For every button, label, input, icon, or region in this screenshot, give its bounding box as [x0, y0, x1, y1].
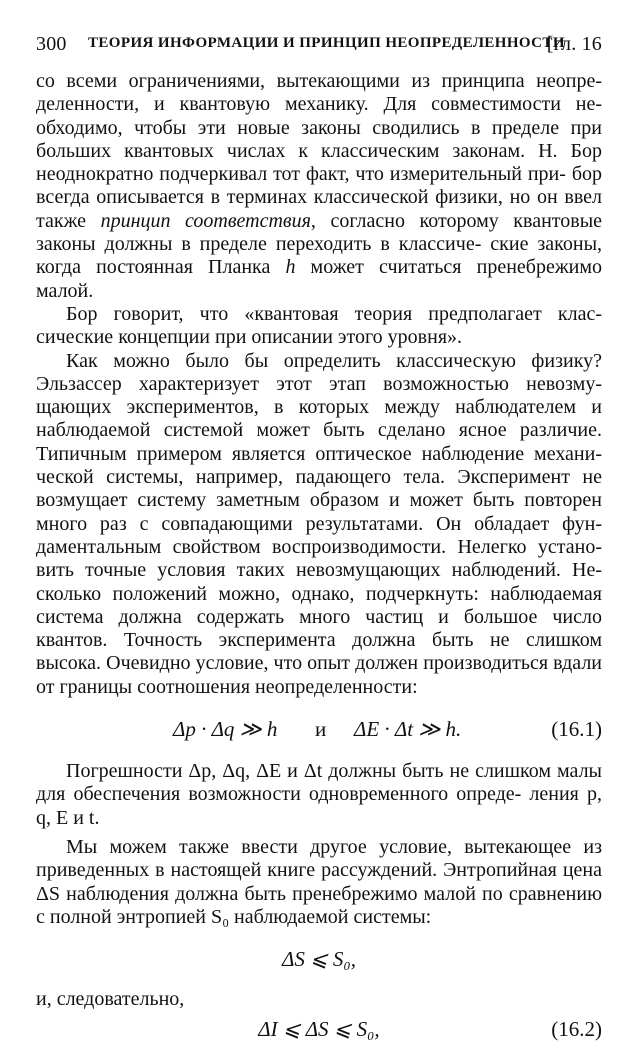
equation-16-2	[36, 1017, 602, 1040]
text-line: ческой системы, например, падающего тела. Эксперимент не	[36, 466, 602, 489]
text-line: обходимо, чтобы эти новые законы сводились в пределе	[36, 116, 560, 139]
paragraph	[36, 303, 602, 350]
text-line: Погрешности Δp, Δq, ΔE и Δt должны быть не слишком	[66, 760, 552, 783]
text-line: ские законы, когда постоянная Планка	[36, 233, 603, 279]
text-line: вить точные условия таких невозмущающих наблюдений. Не-	[36, 559, 602, 582]
spacer	[36, 740, 602, 760]
equation-lhs: Δp · Δq ≫ h	[173, 717, 278, 742]
running-head	[36, 33, 602, 57]
equation-expression: ΔI ⩽ ΔS ⩽ S₀,	[258, 1017, 380, 1042]
chapter-ref: [гл. 16	[546, 33, 602, 55]
equation-number: (16.2)	[551, 1017, 602, 1042]
text-line: Как можно было бы определить классическую физику?	[66, 349, 602, 372]
text-line: сические концепции при описании этого уровня».	[36, 326, 463, 349]
text-line: сравнению с полной энтропией S₀ наблюдаемой системы:	[36, 882, 603, 928]
text-line: система должна содержать много частиц и большое число	[36, 605, 602, 628]
text-line: много раз с совпадающими результатами. Он обладает фун-	[36, 512, 602, 535]
text-line: щающих экспериментов, в которых между наблюдателем и	[36, 396, 602, 419]
paragraph	[36, 70, 602, 303]
text-line: приведенных в настоящей книге рассуждений. Энтропийная	[36, 859, 557, 882]
spacer	[36, 699, 602, 717]
spacer	[36, 929, 602, 947]
text-line: высока. Очевидно условие, что опыт должен производиться	[36, 652, 549, 675]
equation-number: (16.1)	[551, 717, 602, 742]
conclusion-line: и, следовательно,	[36, 988, 185, 1011]
equation-expression: ΔS ⩽ S₀,	[282, 947, 356, 972]
paragraph	[36, 350, 602, 699]
paragraph	[36, 836, 602, 929]
paragraph	[36, 760, 602, 830]
text-line: малы для обеспечения возможности одновременного опреде-	[36, 760, 602, 806]
text-line: Эльзассер характеризует этот этап возможностью невозму-	[36, 372, 602, 395]
text-line: может считаться	[295, 256, 462, 279]
equation-inequality	[36, 947, 602, 970]
text-line: пренебрежимо малой.	[36, 256, 602, 302]
running-title: ТЕОРИЯ ИНФОРМАЦИИ И ПРИНЦИП НЕОПРЕДЕЛЕННОСТИ	[88, 35, 565, 51]
text-line: цена ΔS наблюдения должна быть пренебрежимо малой по	[36, 859, 602, 905]
text-line: деленности, и квантовую механику. Для совместимости не-	[36, 93, 602, 116]
text-line: вдали от границы соотношения неопределенности:	[36, 652, 602, 698]
text-line: он ввел также	[36, 186, 603, 232]
page-number: 300	[36, 33, 67, 55]
text-line: сколько положений можно, однако, подчеркнуть: наблюдаемая	[36, 582, 602, 605]
text-line: неоднократно подчеркивал тот факт, что измерительный при-	[36, 163, 566, 186]
text-line: Бор говорит, что «квантовая теория предполагает клас-	[66, 302, 602, 325]
text-line: при больших квантовых числах к классическим законам. Н. Бор	[36, 116, 602, 162]
text-line: Типичным примером является оптическое наблюдение механи-	[36, 442, 602, 465]
equation-rhs: ΔE · Δt ≫ h.	[354, 717, 462, 742]
text-line: , согласно которому	[310, 209, 499, 232]
text-line: квантов. Точность эксперимента должна быть не слишком	[36, 629, 602, 652]
text-line: со всеми ограничениями, вытекающими из принципа неопре-	[36, 70, 602, 92]
text-line: ления p, q, E и t.	[36, 783, 602, 829]
text-line: возмущает систему заметным образом и может быть повторен	[36, 489, 602, 512]
text-line: даментальным свойством воспроизводимости. Нелегко устано-	[36, 535, 602, 558]
emphasis: принцип соответствия	[100, 209, 311, 232]
equation-16-1	[36, 717, 602, 740]
text-line: Мы можем также ввести другое условие, вытекающее из	[66, 835, 602, 858]
emphasis: h	[285, 256, 296, 279]
text-line: бор всегда описывается в терминах классической физики, но	[36, 163, 602, 209]
text-line: квантовые законы должны в пределе переходить в классиче-	[36, 209, 603, 256]
page-body	[36, 70, 602, 1040]
equation-conjunction: и	[315, 717, 327, 742]
text-line: наблюдаемой системой может быть сделано ясное различие.	[36, 419, 602, 442]
spacer	[36, 970, 602, 988]
